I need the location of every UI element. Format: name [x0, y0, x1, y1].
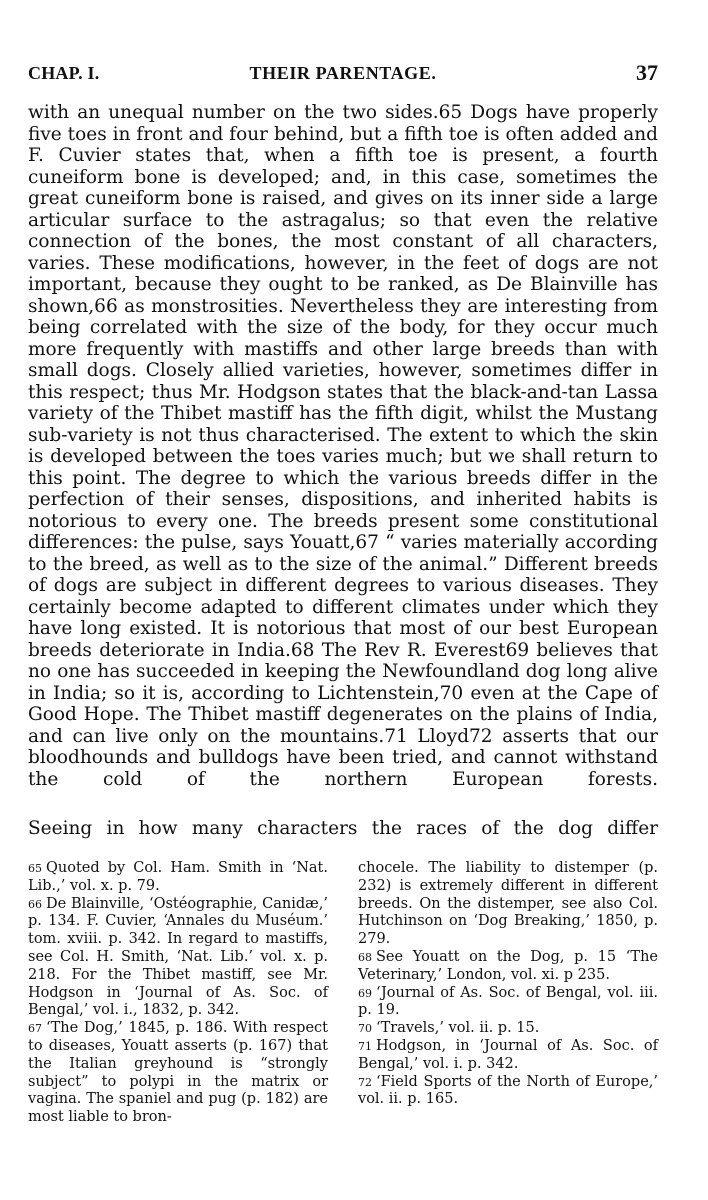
footnote-72 — [358, 1074, 658, 1110]
footnote-text: De Blainville, ‘Ostéographie, Canidæ,’ p. 134. F. Cuvier, ‘Annales du Muséum.’ tom. xviii. p. 342. In regard to mastiffs, see Col. H. Smith, ‘Nat. Lib.’ vol. x. p. 218. For the Thibet mastiff, see Mr. Hodgson in ‘Journal of As. Soc. of Bengal,’ vol. i., 1832, p. 342. — [28, 895, 328, 1019]
footnote-text: chocele. The liability to distemper (p. 232) is extremely different in different breeds. On the distemper, see also Col. Hutchinson on ‘Dog Breaking,’ 1850, p. 279. — [358, 860, 658, 948]
footnote-number: 65 — [28, 862, 42, 875]
footnote-text: See Youatt on the Dog, p. 15 ‘The Veterinary,’ London, vol. xi. p 235. — [358, 948, 658, 983]
continuation-line: Seeing in how many characters the races of the dog differ — [28, 818, 658, 839]
footnote-text: ‘The Dog,’ 1845, p. 186. With respect to diseases, Youatt asserts (p. 167) that the Italian greyhound is “strongly subject” to polypi in the matrix or vagina. The spaniel and pug (p. 182) are most liable to bron- — [28, 1020, 328, 1126]
footnote-number: 69 — [358, 986, 372, 1000]
footnote-67-continued — [358, 860, 658, 949]
footnote-text: ‘Travels,’ vol. ii. p. 15. — [376, 1020, 540, 1037]
footnote-number: 67 — [28, 1022, 42, 1036]
footnote-66 — [28, 896, 328, 1021]
chapter-label: CHAP. I. — [28, 63, 100, 83]
footnote-text: Hodgson, in ‘Journal of As. Soc. of Bengal,’ vol. i. p. 342. — [358, 1037, 658, 1072]
footnote-number: 68 — [358, 950, 372, 964]
footnote-column-right — [358, 860, 658, 1109]
running-title: THEIR PARENTAGE. — [249, 63, 437, 83]
running-header — [28, 54, 658, 92]
footnote-text: Quoted by Col. Ham. Smith in ‘Nat. Lib.,’ vol. x. p. 79. — [28, 860, 328, 894]
book-page — [28, 54, 658, 1174]
footnote-69 — [358, 985, 658, 1021]
footnote-number: 72 — [358, 1075, 372, 1089]
footnote-67 — [28, 1020, 328, 1127]
page-number: 37 — [636, 60, 658, 85]
footnote-70 — [358, 1020, 658, 1038]
footnote-number: 71 — [358, 1039, 372, 1053]
footnote-71 — [358, 1038, 658, 1074]
main-paragraph: with an unequal number on the two sides.65 Dogs have properly five toes in front and four behind, but a fifth toe is often added and F. Cuvier states that, when a fifth toe is present, a fourth cuneiform bone is developed; and, in this case, sometimes the great cuneiform bone is raised, and gives on its inner side a large articular surface to the astragalus; so that even the relative connection of the bones, the most constant of all characters, varies. These modifications, however, in the feet of dogs are not important, because they ought to be ranked, as De Blainville has shown,66 as monstrosities. Nevertheless they are interesting from being correlated with the size of the body, for they occur much more frequently with mastiffs and other large breeds than with small dogs. Closely allied varieties, however, sometimes differ in this respect; thus Mr. Hodgson states that the black-and-tan Lassa variety of the Thibet mastiff has the fifth digit, whilst the Mustang sub-variety is not thus characterised. The extent to which the skin is developed between the toes varies much; but we shall return to this point. The degree to which the various breeds differ in the perfection of their senses, dispositions, and inherited habits is notorious to every one. The breeds present some constitutional differences: the pulse, says Youatt,67 “ varies materially according to the breed, as well as to the size of the animal.” Different breeds of dogs are subject in different degrees to various diseases. They certainly become adapted to different climates under which they have long existed. It is notorious that most of our best European breeds deteriorate in India.68 The Rev R. Everest69 believes that no one has succeeded in keeping the Newfoundland dog long alive in India; so it is, according to Lichtenstein,70 even at the Cape of Good Hope. The Thibet mastiff degenerates on the plains of India, and can live only on the mountains.71 Lloyd72 asserts that our bloodhounds and bulldogs have been tried, and cannot withstand the cold of the northern European forests. — [28, 102, 658, 790]
footnote-65 — [28, 860, 328, 896]
footnote-text: ‘Journal of As. Soc. of Bengal, vol. iii. p. 19. — [358, 984, 658, 1019]
footnote-number: 70 — [358, 1022, 372, 1036]
footnote-number: 66 — [28, 897, 42, 911]
footnotes — [28, 860, 658, 1170]
footnote-text: ‘Field Sports of the North of Europe,’ vol. ii. p. 165. — [358, 1073, 658, 1108]
footnote-68 — [358, 949, 658, 985]
main-text-block — [28, 102, 658, 790]
footnote-column-left — [28, 860, 328, 1127]
